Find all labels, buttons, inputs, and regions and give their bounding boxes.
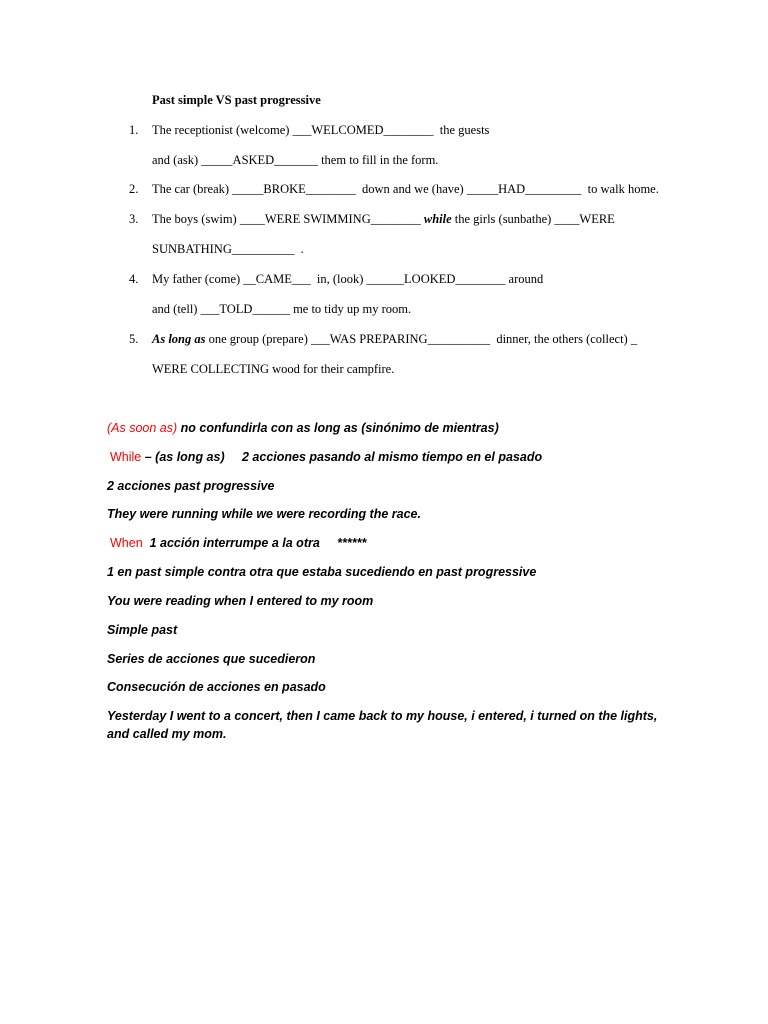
exercise-number: 1. bbox=[129, 123, 139, 137]
exercise-5-keyword: As long as bbox=[152, 332, 206, 346]
note-line: You were reading when I entered to my room bbox=[107, 594, 374, 608]
exercise-3-text-b: the girls (sunbathe) ____WERE bbox=[451, 212, 615, 226]
note-line: 1 en past simple contra otra que estaba sucediendo en past progressive bbox=[107, 565, 537, 579]
note-keyword-red: When bbox=[110, 536, 143, 550]
note-while bbox=[110, 449, 542, 466]
note-text: – (as long as) 2 acciones pasando al mismo tiempo en el pasado bbox=[141, 450, 543, 464]
exercise-5-line-1 bbox=[152, 331, 637, 347]
page-title: Past simple VS past progressive bbox=[152, 93, 321, 107]
exercise-3-text-a: The boys (swim) ____WERE SWIMMING________ bbox=[152, 212, 424, 226]
exercise-number: 4. bbox=[129, 272, 139, 286]
note-line: Simple past bbox=[107, 623, 178, 637]
note-line: Consecución de acciones en pasado bbox=[107, 680, 326, 694]
exercise-number: 5. bbox=[129, 332, 139, 346]
note-line: Series de acciones que sucedieron bbox=[107, 652, 316, 666]
exercise-3-keyword: while bbox=[423, 212, 452, 226]
exercise-5-text: one group (prepare) ___WAS PREPARING__________ dinner, the others (collect) _ bbox=[205, 332, 638, 346]
note-keyword-red: While bbox=[110, 450, 142, 464]
note-text: no confundirla con as long as (sinónimo de mientras) bbox=[177, 421, 499, 435]
exercise-3-line-2: SUNBATHING__________ . bbox=[152, 242, 304, 256]
note-as-soon-as bbox=[107, 420, 499, 437]
note-when bbox=[110, 535, 366, 552]
exercise-number: 2. bbox=[129, 182, 139, 196]
exercise-3-line-1 bbox=[152, 211, 615, 227]
exercise-2-line-1: The car (break) _____BROKE________ down and we (have) _____HAD_________ to walk home. bbox=[152, 182, 659, 196]
exercise-number: 3. bbox=[129, 212, 139, 226]
note-line: 2 acciones past progressive bbox=[107, 479, 275, 493]
note-line: and called my mom. bbox=[107, 727, 227, 741]
note-keyword-red: (As soon as) bbox=[107, 421, 178, 435]
exercise-1-line-2: and (ask) _____ASKED_______ them to fill in the form. bbox=[152, 153, 439, 167]
exercise-5-line-2: WERE COLLECTING wood for their campfire. bbox=[152, 362, 395, 376]
note-line: Yesterday I went to a concert, then I came back to my house, i entered, i turned on the lights, bbox=[107, 709, 658, 723]
exercise-4-line-1: My father (come) __CAME___ in, (look) ______LOOKED________ around bbox=[152, 272, 544, 286]
note-text: 1 acción interrumpe a la otra ****** bbox=[142, 536, 367, 550]
exercise-1-line-1: The receptionist (welcome) ___WELCOMED________ the guests bbox=[152, 123, 490, 137]
note-line: They were running while we were recording the race. bbox=[107, 507, 421, 521]
exercise-4-line-2: and (tell) ___TOLD______ me to tidy up my room. bbox=[152, 302, 412, 316]
